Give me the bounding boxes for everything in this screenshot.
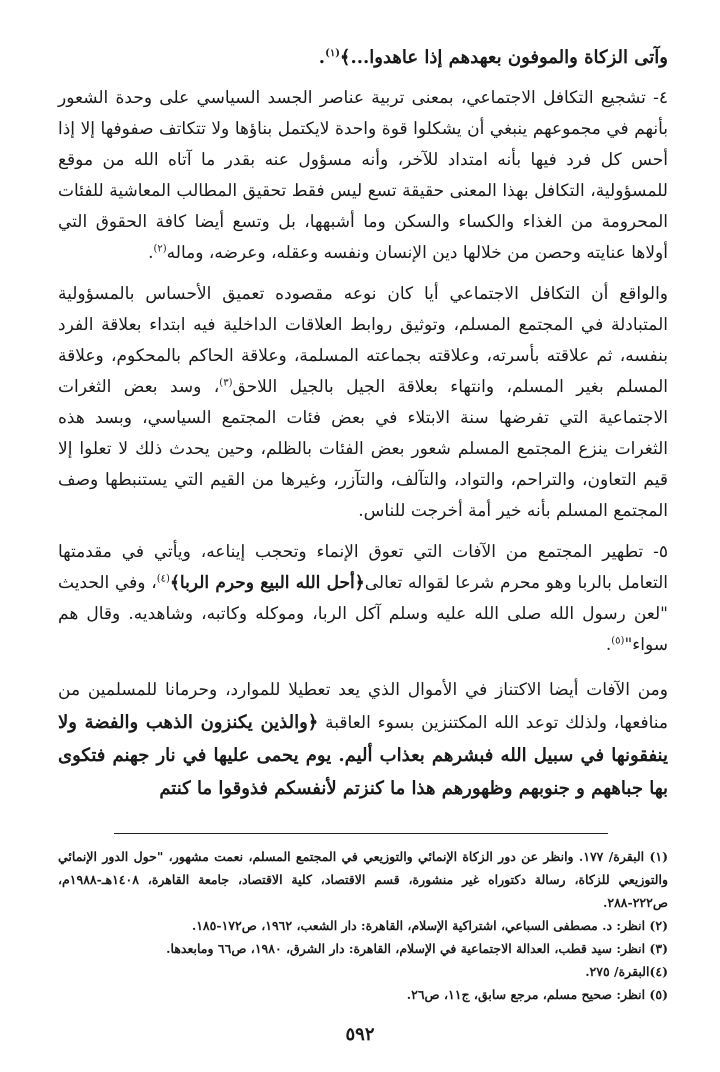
footnote-4: (٤)البقرة/ ٢٧٥. (585, 964, 668, 979)
quran-verse-riba: ﴿أحل الله البيع وحرم الربا﴾ (169, 573, 365, 593)
paragraph-point-4-end: . (148, 243, 154, 263)
paragraph-point-5-text-b: ، وفي الحديث "لعن رسول الله صلى الله عليه وسلم آكل الربا، وموكله وكاتبه، وشاهديه. وقال هم سواء" (58, 573, 668, 655)
footnote-ref-5: (٥) (611, 635, 625, 647)
paragraph-social-solidarity (58, 279, 668, 527)
footnote-divider (114, 833, 608, 834)
paragraph-hoarding (58, 675, 668, 805)
paragraph-point-5-text-a: ٥- تطهير المجتمع من الآفات التي تعوق الإنماء وتحجب إيناعه، ويأتي في مقدمتها التعامل بالربا وهو محرم شرعا لقواله تعالى (58, 542, 668, 593)
paragraph-social-solidarity-text-b: ، وسد بعض الثغرات الاجتماعية التي تفرضها سنة الابتلاء في بعض فئات المجتمع السياسي، وبسد هذه الثغرات ينزع المجتمع المسلم شعور بعض الفئات بالظلم، وحين يحدث ذلك لا تعلوا إلا قيم التعاون، والتراحم، والتواد، والتآلف، والتآزر، وغيرها من القيم التي يستنبطها وصف المجتمع المسلم بأنه خير أمة أخرجت للناس. (58, 377, 668, 521)
footnotes (58, 845, 668, 1006)
quran-verse-hoarding: ﴿والذين يكنزون الذهب والفضة ولا ينفقونها في سبيل الله فبشرهم بعذاب أليم. يوم يحمى عليها في نار جهنم فتكوى بها جباههم و جنوبهم وظهورهم هذا ما كنزتم لأنفسكم فذوقوا ما كنتم (58, 712, 668, 799)
footnote-1: (١) البقرة/ ١٧٧. وانظر عن دور الزكاة الإنمائي والتوزيعي في المجتمع المسلم، نعمت مشهور، "حول الدور الإنمائي والتوزيعي للزكاة، رسالة دكتوراه غير منشورة، قسم الاقتصاد، كلية الاقتصاد، جامعة القاهرة، ١٤٠٨هـ-١٩٨٨م، ص٢٢٢-٢٨٨. (58, 849, 668, 910)
footnote-2: (٢) انظر: د. مصطفى السباعي، اشتراكية الإسلام، القاهرة: دار الشعب، ١٩٦٢، ص١٧٢-١٨٥. (191, 918, 668, 933)
page-number: ٥٩٢ (345, 1024, 375, 1045)
paragraph-hoarding-text: ومن الآفات أيضا الاكتناز في الأموال الذي يعد تعطيلا للموارد، وحرمانا للمسلمين من منافعها، ولذلك توعد الله المكتنزين بسوء العاقبة (58, 680, 669, 733)
footnote-ref-1: (١) (325, 48, 340, 59)
footnote-5: (٥) انظر: صحيح مسلم، مرجع سابق، ج١١، ص٢٦. (406, 987, 668, 1002)
footnote-3: (٣) انظر: سيد قطب، العدالة الاجتماعية في الإسلام، القاهرة: دار الشرق، ١٩٨٠، ص٦٦ ومابعدها. (166, 941, 668, 956)
body-text (58, 42, 668, 805)
opening-end: . (318, 47, 326, 68)
footnote-ref-3: (٣) (219, 377, 233, 389)
opening-quran-line (58, 42, 668, 73)
paragraph-social-solidarity-text-a: والواقع أن التكافل الاجتماعي أيا كان نوعه مقصوده تعميق الأحساس بالمسؤولية المتبادلة في المجتمع المسلم، وتوثيق روابط العلاقات الداخلية فيه ابتداء بعلاقة الفرد بنفسه، ثم علاقته بأسرته، وعلاقته بجماعته المسلمة، وعلاقة الحاكم بالمحكوم، وعلاقة المسلم بغير المسلم، وانتهاء بعلاقة الجيل بالجيل اللاحق (58, 284, 668, 397)
footnote-ref-2: (٢) (153, 243, 167, 255)
opening-quran-text: وآتى الزكاة والموفون بعهدهم إذا عاهدوا...﴾ (339, 47, 668, 68)
paragraph-point-4-text: ٤- تشجيع التكافل الاجتماعي، بمعنى تربية عناصر الجسد السياسي على وحدة الشعور بأنهم في مجموعهم ينبغي أن يشكلوا قوة واحدة لايكتمل بناؤها ولا تتكاتف صفوفها إلا إذا أحس كل فرد فيها بأنه امتداد للآخر، وأنه مسؤول عنه بقدر ما آتاه الله من موقع للمسؤولية، التكافل بهذا المعنى حقيقة تسع ليس فقط تحقيق المطالب المعاشية للفئات المحرومة من الغذاء والكساء والسكن وما أشبهها، بل وتسع أيضا كافة الحقوق التي أولاها عنايته وحصن من خلالها دين الإنسان ونفسه وعقله، وعرضه، وماله (58, 88, 668, 263)
paragraph-point-5 (58, 537, 668, 661)
footnote-ref-4: (٤) (156, 573, 170, 585)
paragraph-point-5-end: . (605, 635, 612, 655)
paragraph-point-4 (58, 83, 668, 269)
